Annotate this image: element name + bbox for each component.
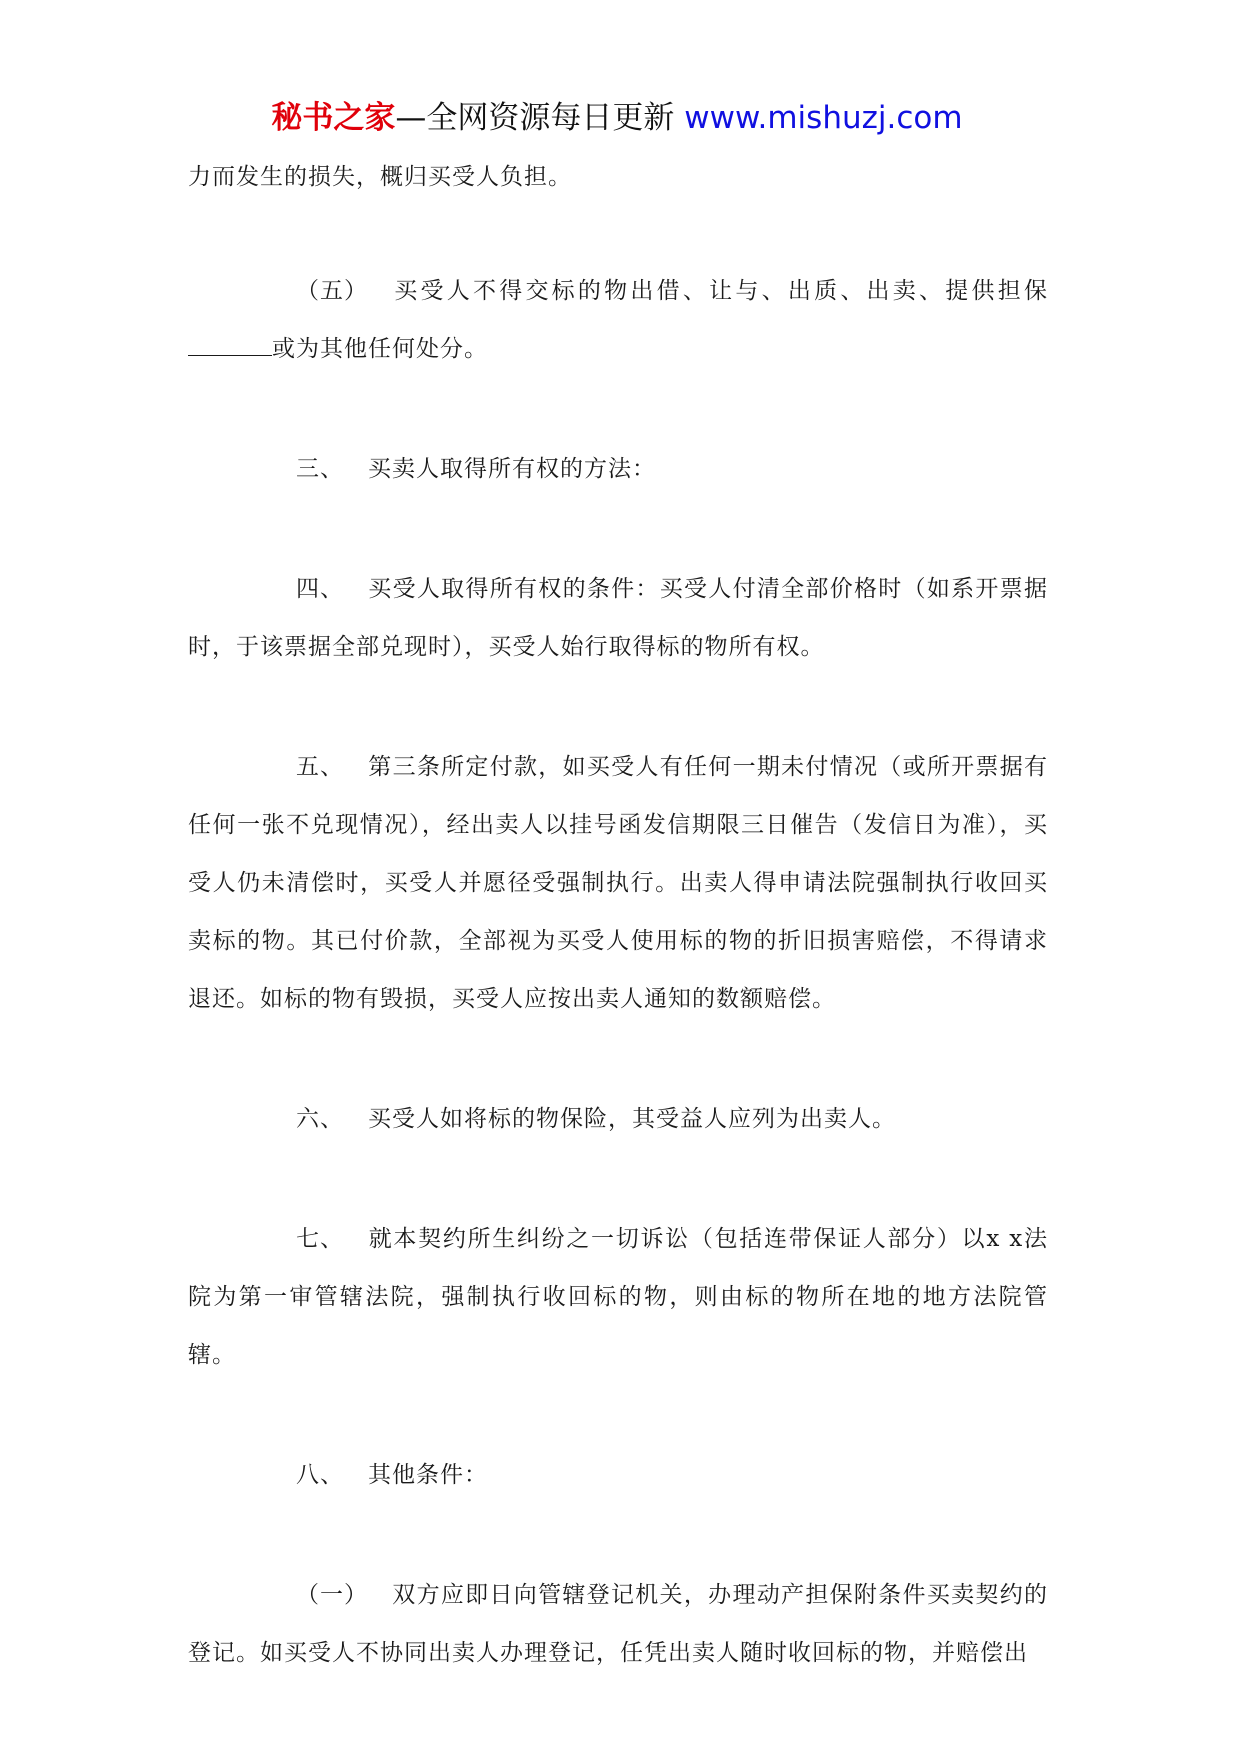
clause-number: 八、 [296, 1462, 344, 1488]
paragraph-text-tail: 或为其他任何处分。 [272, 336, 488, 362]
paragraph-text: 买受人如将标的物保险，其受益人应列为出卖人。 [368, 1106, 896, 1132]
paragraph-article-7 [188, 1210, 1048, 1384]
site-brand: 秘书之家 [271, 100, 396, 136]
clause-number: （五） [296, 278, 368, 304]
paragraph-text: 买受人取得所有权的条件：买受人付清全部价格时（如系开票据时，于该票据全部兑现时），买受人始行取得标的物所有权。 [188, 576, 1048, 660]
paragraph-text: 其他条件： [368, 1462, 488, 1488]
paragraph-article-5 [188, 738, 1048, 1028]
site-header [0, 98, 1234, 138]
paragraph-text: 买受人不得交标的物出借、让与、出质、出卖、提供担保 [392, 278, 1048, 304]
paragraph-article-4 [188, 560, 1048, 676]
paragraph-text: 就本契约所生纠纷之一切诉讼（包括连带保证人部分）以x x法院为第一审管辖法院，强制执行收回标的物，则由标的物所在地的地方法院管辖。 [188, 1226, 1048, 1368]
clause-number: 三、 [296, 456, 344, 482]
paragraph-continuation [188, 148, 1048, 206]
paragraph-text: 第三条所定付款，如买受人有任何一期未付情况（或所开票据有任何一张不兑现情况），经出卖人以挂号函发信期限三日催告（发信日为准），买受人仍未清偿时，买受人并愿径受强制执行。出卖人得申请法院强制执行收回买卖标的物。其已付价款，全部视为买受人使用标的物的折旧损害赔偿，不得请求退还。如标的物有毁损，买受人应按出卖人通知的数额赔偿。 [188, 754, 1048, 1012]
paragraph-article-8 [188, 1446, 1048, 1504]
document-body [188, 148, 1048, 1744]
site-slogan: —全网资源每日更新 [395, 100, 685, 136]
paragraph-article-3 [188, 440, 1048, 498]
paragraph-clause-8-1 [188, 1566, 1048, 1682]
site-url-link[interactable]: www.mishuzj.com [684, 100, 963, 136]
paragraph-article-6 [188, 1090, 1048, 1148]
paragraph-text: 双方应即日向管辖登记机关，办理动产担保附条件买卖契约的登记。如买受人不协同出卖人办理登记，任凭出卖人随时收回标的物，并赔偿出 [188, 1582, 1048, 1666]
clause-number: 五、 [296, 754, 344, 780]
clause-number: 七、 [296, 1226, 344, 1252]
clause-number: 六、 [296, 1106, 344, 1132]
paragraph-clause-5 [188, 262, 1048, 378]
paragraph-text: 力而发生的损失，概归买受人负担。 [188, 164, 572, 190]
paragraph-text: 买卖人取得所有权的方法： [368, 456, 656, 482]
clause-number: （一） [296, 1582, 368, 1608]
fill-in-blank[interactable] [188, 335, 272, 356]
clause-number: 四、 [296, 576, 344, 602]
